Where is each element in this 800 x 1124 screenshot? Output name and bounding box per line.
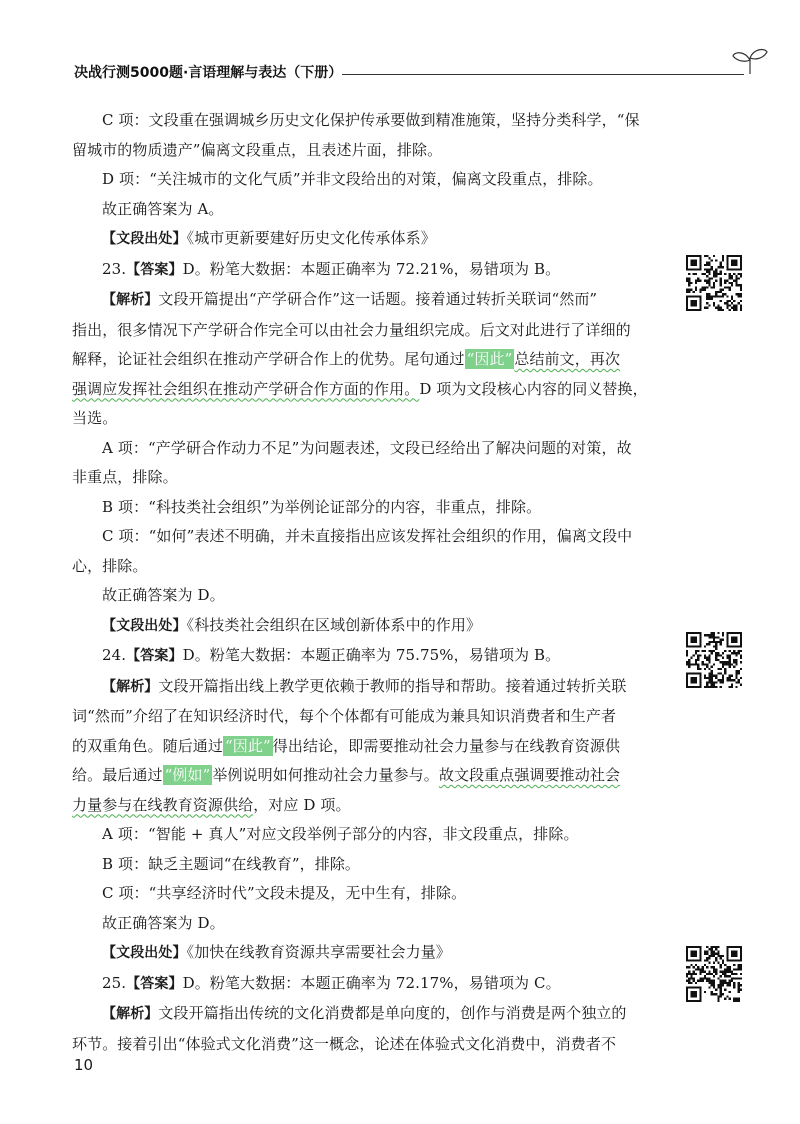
source-tag: 【文段出处】 xyxy=(102,945,187,961)
wavy-underlined-text: 故文段重点强调要推动社会 xyxy=(438,766,621,784)
highlight-keyword: “因此” xyxy=(466,350,513,368)
qr-code-q25[interactable] xyxy=(686,946,742,1002)
analysis-text: ，对应 D 项。 xyxy=(253,795,351,814)
q23-option-c-line2: 心，排除。 xyxy=(72,556,148,575)
q24-answer-line xyxy=(72,641,664,672)
wavy-underlined-text: 强调应发挥社会组织在推动产学研合作方面的作用。 xyxy=(72,379,420,398)
answer-text: D。粉笔大数据：本题正确率为 75.75%，易错项为 B。 xyxy=(182,646,561,664)
analysis-text: 文段开篇指出传统的文化消费都是单向度的，创作与消费是两个独立的 xyxy=(158,1004,627,1022)
answer-text: D。粉笔大数据：本题正确率为 72.17%，易错项为 C。 xyxy=(182,973,561,992)
source-tag: 【文段出处】 xyxy=(102,231,187,247)
q23-option-b: B 项：“科技类社会组织”为举例论证部分的内容，非重点，排除。 xyxy=(102,497,542,516)
q24-analysis-line1 xyxy=(72,672,664,703)
q24-answer: 故正确答案为 D。 xyxy=(102,913,225,932)
q23-answer: 故正确答案为 D。 xyxy=(102,586,225,604)
qr-pattern-icon xyxy=(686,632,742,688)
q23-answer-line xyxy=(72,255,664,286)
analysis-text: 得出结论，即需要推动社会力量参与在线教育资源供 xyxy=(272,736,621,755)
book-title: 决战行测5000题·言语理解与表达（下册） xyxy=(74,65,343,81)
analysis-text: D 项为文段核心内容的同义替换， xyxy=(419,379,648,398)
answer-explanations xyxy=(72,106,664,1059)
qr-code-q24[interactable] xyxy=(686,632,742,688)
source-title: 《加快在线教育资源共享需要社会力量》 xyxy=(186,943,451,961)
answer-tag: 【答案】 xyxy=(126,648,183,664)
q22-option-d: D 项：“关注城市的文化气质”并非文段给出的对策，偏离文段重点，排除。 xyxy=(102,170,603,188)
q23-option-a-line1: A 项：“产学研合作动力不足”为问题表述，文段已经给出了解决问题的对策，故 xyxy=(102,438,632,457)
answer-text: D。粉笔大数据：本题正确率为 72.21%，易错项为 B。 xyxy=(182,259,561,278)
q23-analysis-line3 xyxy=(72,345,664,375)
source-title: 《科技类社会组织在区域创新体系中的作用》 xyxy=(186,615,482,634)
q23-option-a-line2: 非重点，排除。 xyxy=(72,468,178,486)
question-number: 24. xyxy=(102,646,127,664)
analysis-text: 给。最后通过 xyxy=(72,766,163,784)
q23-analysis-line2: 指出，很多情况下产学研合作完全可以由社会力量组织完成。后文对此进行了详细的 xyxy=(72,320,631,339)
qr-pattern-icon xyxy=(686,946,742,1002)
q22-option-c-line2: 留城市的物质遗产”偏离文段重点，且表述片面，排除。 xyxy=(72,140,443,159)
q24-analysis-line2: 词“然而”介绍了在知识经济时代，每个个体都有可能成为兼具知识消费者和生产者 xyxy=(72,707,617,725)
header-rule xyxy=(342,74,744,75)
analysis-text: 文段开篇指出线上教学更依赖于教师的指导和帮助。接着通过转折关联 xyxy=(158,676,627,695)
q25-answer-line xyxy=(72,969,664,1000)
highlight-keyword: “例如” xyxy=(164,766,211,784)
analysis-text: 举例说明如何推动社会力量参与。 xyxy=(212,766,439,784)
question-number: 23. xyxy=(102,259,127,278)
q24-source xyxy=(72,938,664,969)
q24-analysis-line4 xyxy=(72,761,664,791)
q24-analysis-line5 xyxy=(72,791,664,821)
qr-code-q23[interactable] xyxy=(686,255,742,311)
q23-analysis-line1 xyxy=(72,285,664,316)
page-number: 10 xyxy=(74,1056,94,1074)
analysis-tag: 【解析】 xyxy=(102,1006,159,1022)
analysis-text: 解释，论证社会组织在推动产学研合作上的优势。尾句通过 xyxy=(72,350,465,368)
highlight-keyword: “因此” xyxy=(225,736,271,755)
qr-pattern-icon xyxy=(686,255,742,311)
wavy-underlined-text: 力量参与在线教育资源供给 xyxy=(72,795,254,814)
analysis-text: 文段开篇提出“产学研合作”这一话题。接着通过转折关联词“然而” xyxy=(158,290,598,308)
q23-source xyxy=(72,611,664,642)
source-title: 《城市更新要建好历史文化传承体系》 xyxy=(186,229,436,247)
q22-source xyxy=(72,224,664,255)
q24-option-c: C 项：“共享经济时代”文段未提及，无中生有，排除。 xyxy=(102,884,467,902)
q23-option-c-line1: C 项：“如何”表述不明确，并未直接指出应该发挥社会组织的作用，偏离文段中 xyxy=(102,527,633,545)
analysis-tag: 【解析】 xyxy=(102,678,159,695)
source-tag: 【文段出处】 xyxy=(102,617,187,634)
q24-option-a: A 项：“智能 + 真人”对应文段举例子部分的内容，非文段重点，排除。 xyxy=(102,825,579,843)
answer-tag: 【答案】 xyxy=(126,975,183,992)
q22-option-c-line1: C 项：文段重在强调城乡历史文化保护传承要做到精准施策，坚持分类科学，“保 xyxy=(102,111,640,129)
q23-analysis-line5: 当选。 xyxy=(72,409,118,427)
q22-answer: 故正确答案为 A。 xyxy=(102,199,224,218)
q25-analysis-line1 xyxy=(72,999,664,1030)
wavy-underlined-text: 总结前文，再次 xyxy=(514,350,621,368)
sprout-icon xyxy=(730,44,770,76)
question-number: 25. xyxy=(102,973,127,992)
answer-tag: 【答案】 xyxy=(126,261,183,278)
q23-analysis-line4 xyxy=(72,375,664,405)
q24-option-b: B 项：缺乏主题词“在线教育”，排除。 xyxy=(102,854,361,873)
q24-analysis-line3 xyxy=(72,732,664,762)
analysis-text: 的双重角色。随后通过 xyxy=(72,736,224,755)
analysis-tag: 【解析】 xyxy=(102,292,159,308)
page-header xyxy=(74,62,770,86)
q25-analysis-line2: 环节。接着引出“体验式文化消费”这一概念，论述在体验式文化消费中，消费者不 xyxy=(72,1034,617,1053)
